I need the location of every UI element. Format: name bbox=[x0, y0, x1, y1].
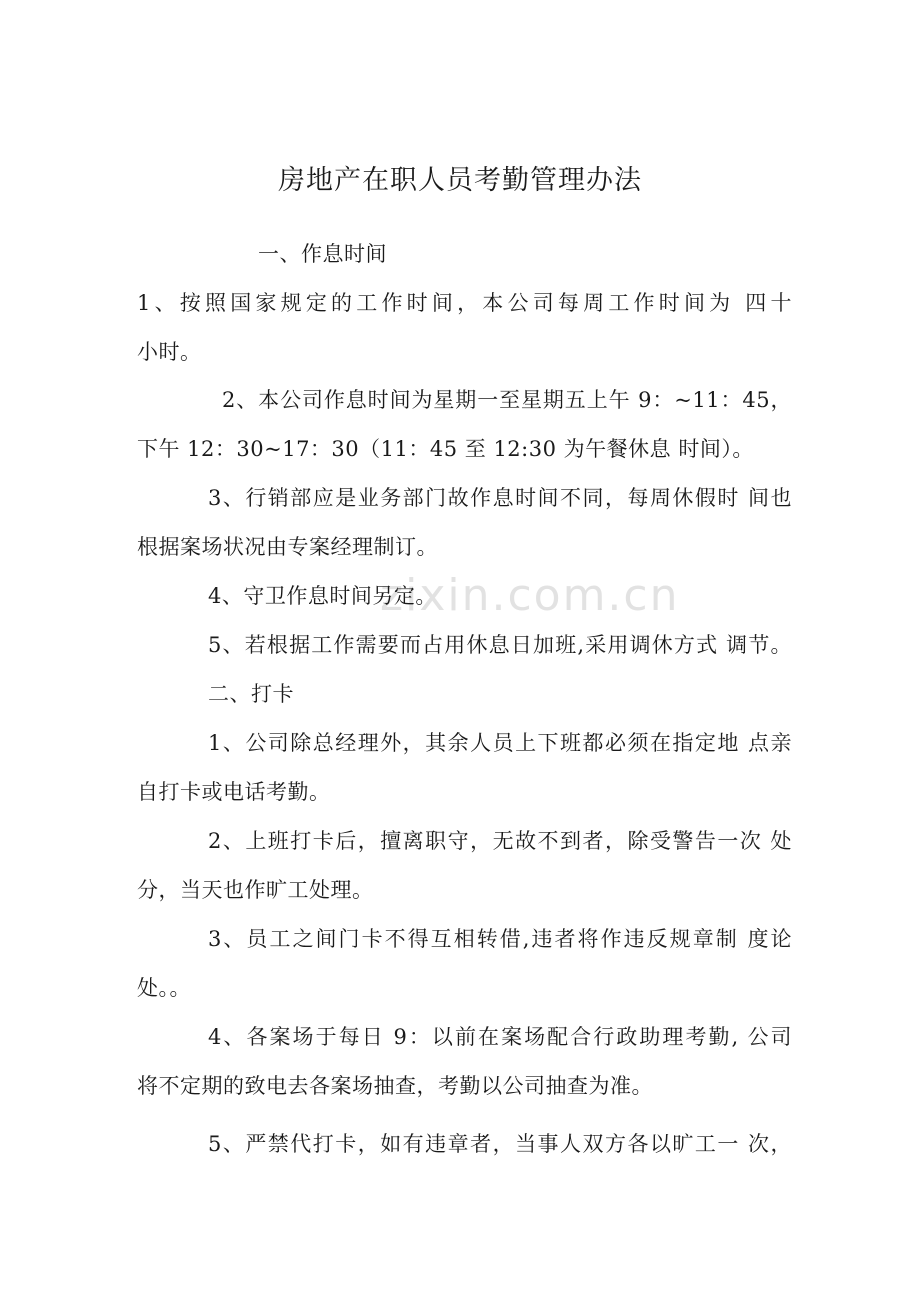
paragraph-line: 5、若根据工作需要而占用休息日加班,采用调休方式 调节。 bbox=[208, 633, 792, 657]
paragraph-line: 5、严禁代打卡，如有违章者，当事人双方各以旷工一 次， bbox=[208, 1132, 792, 1156]
paragraph-line: 根据案场状况由专案经理制订。 bbox=[137, 535, 438, 559]
paragraph-line: 1、公司除总经理外，其余人员上下班都必须在指定地 点亲 bbox=[208, 731, 792, 755]
section-heading-schedule: 一、作息时间 bbox=[258, 242, 387, 266]
section-heading-clock-in: 二、打卡 bbox=[208, 682, 294, 706]
paragraph-line: 分，当天也作旷工处理。 bbox=[137, 878, 374, 902]
document-title: 房地产在职人员考勤管理办法 bbox=[278, 165, 642, 196]
watermark: zixin.com.cn bbox=[380, 570, 680, 621]
paragraph-line: 自打卡或电话考勤。 bbox=[137, 780, 331, 804]
paragraph-line: 将不定期的致电去各案场抽查，考勤以公司抽查为准。 bbox=[137, 1074, 653, 1098]
paragraph-line: 3、行销部应是业务部门故作息时间不同，每周休假时 间也 bbox=[208, 486, 792, 510]
paragraph-line: 2、上班打卡后，擅离职守，无故不到者，除受警告一次 处 bbox=[208, 829, 792, 853]
paragraph-line: 1、按照国家规定的工作时间，本公司每周工作时间为 四十 bbox=[137, 291, 792, 315]
paragraph-line: 4、守卫作息时间另定。 bbox=[208, 584, 437, 608]
paragraph-line: 3、员工之间门卡不得互相转借,违者将作违反规章制 度论 bbox=[208, 927, 792, 951]
paragraph-line: 4、各案场于每日 9：以前在案场配合行政助理考勤, 公司 bbox=[208, 1025, 792, 1049]
paragraph-line: 2、本公司作息时间为星期一至星期五上午 9：~11：45， bbox=[222, 388, 792, 412]
paragraph-line: 处。。 bbox=[137, 976, 191, 1000]
paragraph-line: 下午 12：30~17：30（11：45 至 12:30 为午餐休息 时间）。 bbox=[137, 437, 754, 461]
paragraph-line: 小时。 bbox=[137, 340, 202, 364]
